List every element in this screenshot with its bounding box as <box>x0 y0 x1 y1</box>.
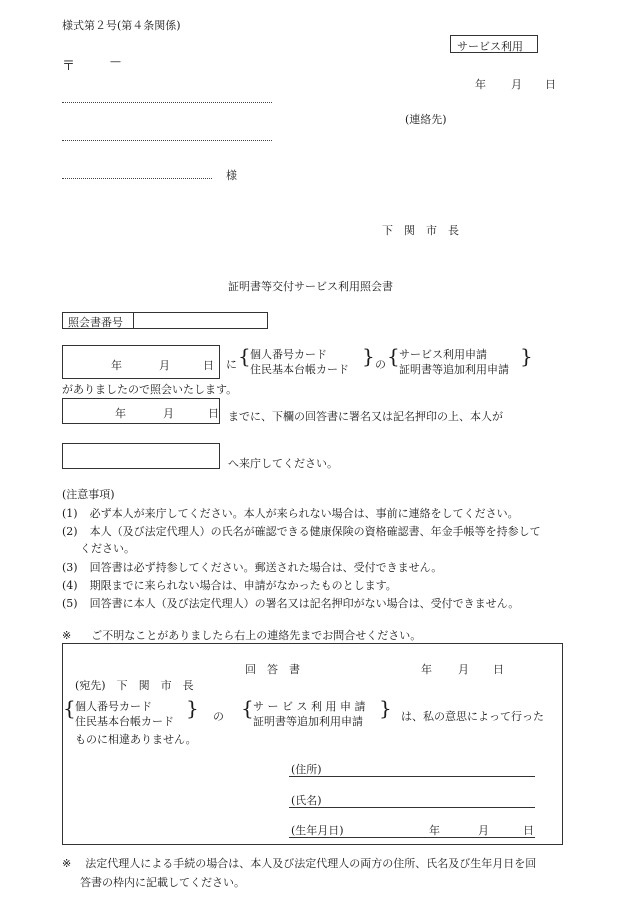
dob-label: (生年月日) <box>291 824 344 837</box>
deadline-date-year: 年 <box>115 407 126 420</box>
reply-card-options <box>75 699 174 729</box>
request-date-month: 月 <box>159 359 170 372</box>
contact-note <box>62 627 421 643</box>
reply-application-options <box>253 699 365 729</box>
inquiry-number-field[interactable] <box>136 312 266 327</box>
dob-input-line[interactable] <box>289 837 535 838</box>
dob-day: 日 <box>523 824 534 837</box>
service-tag-box <box>450 35 538 53</box>
particle-ni: に <box>226 358 237 371</box>
dob-month: 月 <box>478 824 489 837</box>
reply-card-option-mynumber: 個人番号カード <box>75 700 152 713</box>
document-title: 証明書等交付サービス利用照会書 <box>228 280 393 293</box>
address-line-1[interactable] <box>62 102 272 103</box>
header-date-year: 年 <box>475 78 486 91</box>
reply-card-option-juki: 住民基本台帳カード <box>75 715 174 728</box>
notes-heading: (注意事項) <box>62 488 115 501</box>
note-num: (4) <box>62 579 78 592</box>
note-text: 本人（及び法定代理人）の氏名が確認できる健康保険の資格確認書、年金手帳等を持参して <box>89 525 541 538</box>
postal-mark: 〒 <box>62 59 76 74</box>
header-date-day: 日 <box>545 78 556 91</box>
deadline-date-box[interactable] <box>62 398 220 424</box>
postal-dash: — <box>110 55 121 68</box>
deadline-date-month: 月 <box>163 407 174 420</box>
sender-title: 下 関 市 長 <box>382 224 459 237</box>
reply-application-option-additional: 証明書等追加利用申請 <box>253 715 363 728</box>
request-date-day: 日 <box>203 359 214 372</box>
address-line-2[interactable] <box>62 140 272 141</box>
inquiry-number-divider <box>133 313 134 328</box>
footer-note-cont: 答書の枠内に記載してください。 <box>80 876 245 889</box>
footer-note <box>62 855 536 871</box>
service-tag: サービス利用 <box>457 40 523 53</box>
note-num: (5) <box>62 597 78 610</box>
dob-year: 年 <box>429 824 440 837</box>
footer-text: 法定代理人による手続の場合は、本人及び法定代理人の両方の住所、氏名及び生年月日を回 <box>85 857 537 870</box>
header-date-month: 月 <box>511 78 522 91</box>
contact-note-text: ご不明なことがありましたら右上の連絡先までお問合せください。 <box>91 629 422 642</box>
note-mark: ※ <box>62 629 72 642</box>
address-label: (住所) <box>291 763 322 776</box>
note-num: (1) <box>62 507 78 520</box>
note-item-1 <box>62 505 519 521</box>
request-date-box[interactable] <box>62 345 220 379</box>
note-text: 必ず本人が来庁してください。本人が来られない場合は、事前に連絡をしてください。 <box>89 507 519 520</box>
application-option-additional: 証明書等追加利用申請 <box>399 363 509 376</box>
reply-open-brace-applications: { <box>241 696 254 720</box>
contact-label: (連絡先) <box>405 113 447 126</box>
form-number: 様式第２号(第４条関係) <box>62 19 181 32</box>
reply-date-month: 月 <box>458 663 469 676</box>
particle-no: の <box>375 358 386 371</box>
close-brace-cards: } <box>362 344 375 368</box>
card-options <box>250 347 349 377</box>
reply-form <box>62 643 563 845</box>
note-num: (2) <box>62 525 78 538</box>
card-option-juki: 住民基本台帳カード <box>250 363 349 376</box>
reply-close-brace-cards: } <box>186 696 199 720</box>
footer-mark: ※ <box>62 857 72 870</box>
note-text: 回答書に本人（及び法定代理人）の署名又は記名押印がない場合は、受付できません。 <box>89 597 520 610</box>
application-option-service: サービス利用申請 <box>399 348 487 361</box>
card-option-mynumber: 個人番号カード <box>250 348 327 361</box>
name-label: (氏名) <box>291 794 322 807</box>
note-item-3 <box>62 559 442 575</box>
address-input-line[interactable] <box>289 776 535 777</box>
note-text: 回答書は必ず持参してください。郵送された場合は、受付できません。 <box>89 561 443 574</box>
reply-application-option-service: サ ー ビ ス 利 用 申 請 <box>253 700 366 713</box>
visit-location-box[interactable] <box>62 443 220 469</box>
inquiry-sentence: がありましたので照会いたします。 <box>62 383 238 396</box>
reply-statement-cont: ものに相違ありません。 <box>75 733 197 746</box>
note-item-4 <box>62 577 397 593</box>
deadline-date-day: 日 <box>208 407 219 420</box>
reply-open-brace-cards: { <box>63 696 76 720</box>
open-brace-cards: { <box>238 344 251 368</box>
reply-title: 回 答 書 <box>245 663 300 676</box>
inquiry-number-label: 照会書番号 <box>68 316 123 329</box>
note-item-2 <box>62 523 541 539</box>
recipient-name-line[interactable] <box>62 178 212 179</box>
close-brace-applications: } <box>520 344 533 368</box>
application-options <box>399 347 509 377</box>
note-text: 期限までに来られない場合は、申請がなかったものとします。 <box>89 579 397 592</box>
reply-addressee: (宛先) 下 関 市 長 <box>75 679 194 692</box>
deadline-sentence: までに、下欄の回答書に署名又は記名押印の上、本人が <box>228 410 503 423</box>
request-date-year: 年 <box>111 359 122 372</box>
open-brace-applications: { <box>387 344 400 368</box>
note-item-2-cont: ください。 <box>80 542 135 555</box>
honorific: 様 <box>226 169 237 182</box>
reply-date-day: 日 <box>493 663 504 676</box>
reply-statement: は、私の意思によって行った <box>401 710 544 723</box>
note-item-5 <box>62 595 519 611</box>
reply-date-year: 年 <box>421 663 432 676</box>
name-input-line[interactable] <box>289 807 535 808</box>
reply-close-brace-applications: } <box>379 696 392 720</box>
visit-sentence: へ来庁してください。 <box>228 457 338 470</box>
note-num: (3) <box>62 561 78 574</box>
reply-particle-no: の <box>213 710 224 723</box>
